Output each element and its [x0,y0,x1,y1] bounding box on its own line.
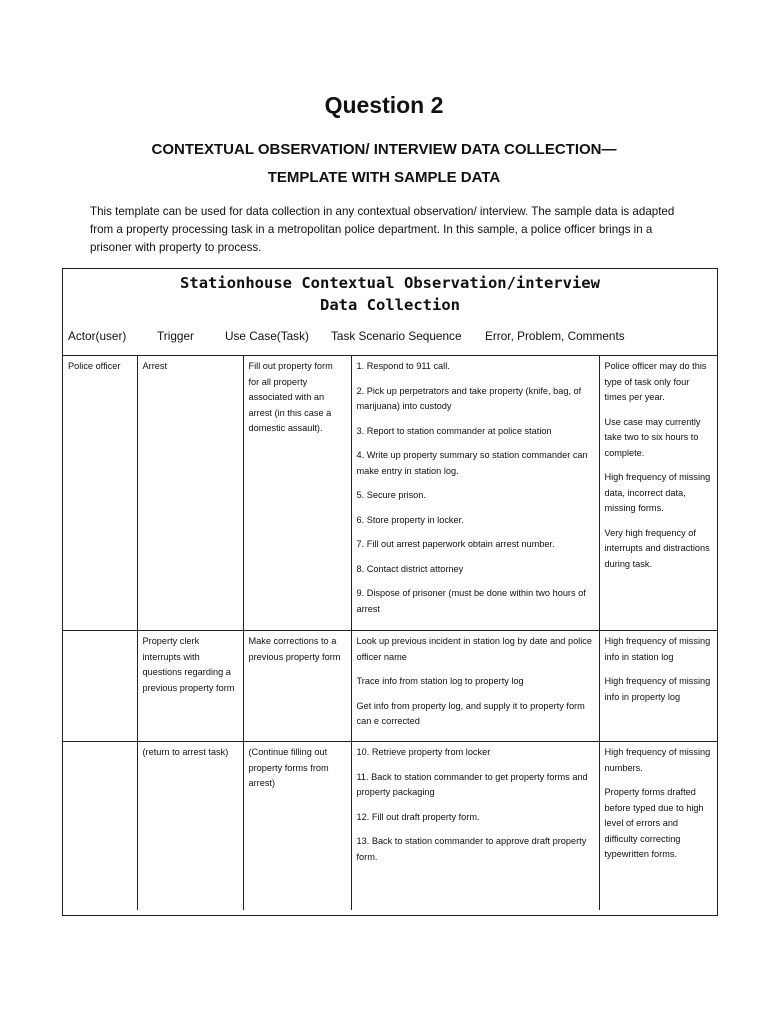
sequence-step: 8. Contact district attorney [356,563,464,574]
data-table-body [63,356,717,911]
comment-item: High frequency of missing data, incorrect data, missing forms. [604,472,711,513]
sequence-step: 3. Report to station commander at police station [356,425,552,436]
sequence-step: 2. Pick up perpetrators and take property (knife, bag, of marijuana) into custody [356,385,582,411]
sequence-step: 1. Respond to 911 call. [356,361,450,371]
comments-cell [599,631,717,742]
data-table [63,355,717,910]
sequence-cell [351,356,599,631]
trigger-cell: Property clerk interrupts with questions regarding a previous property form [137,631,243,742]
sequence-step: Trace info from station log to property log [356,676,524,686]
comment-item: Police officer may do this type of task only four times per year. [604,361,707,402]
column-header-trigger: Trigger [157,329,194,343]
sequence-step: 4. Write up property summary so station commander can make entry in station log. [356,450,588,476]
trigger-cell: (return to arrest task) [137,742,243,911]
form-title [63,272,717,316]
table-row [63,631,717,742]
page-title: Question 2 [324,92,444,118]
sequence-step: 13. Back to station commander to approve draft property form. [356,836,587,862]
form-title-line1: Stationhouse Contextual Observation/interview [180,274,600,292]
sequence-cell [351,742,599,911]
column-header-comments: Error, Problem, Comments [485,329,625,343]
column-header-sequence: Task Scenario Sequence [331,329,462,343]
actor-cell: Police officer [63,356,137,631]
sequence-step: 11. Back to station commander to get property forms and property packaging [356,771,588,797]
intro-paragraph: This template can be used for data collection in any contextual observation/ interview. The sample data is adapted from a property processing task in a metropolitan police department. In this sample, a police officer brings in a prisoner with property to process. [90,205,675,254]
section-heading-line1: CONTEXTUAL OBSERVATION/ INTERVIEW DATA COLLECTION— [151,141,617,158]
use-case-cell: (Continue filling out property forms from arrest) [243,742,351,911]
section-heading-line2: TEMPLATE WITH SAMPLE DATA [267,169,501,186]
form-title-line2: Data Collection [320,296,460,314]
column-header-use-case: Use Case(Task) [225,329,309,343]
actor-cell [63,742,137,911]
sequence-step: 9. Dispose of prisoner (must be done within two hours of arrest [356,588,586,614]
sequence-cell [351,631,599,742]
sequence-step: Get info from property log, and supply it to property form can e corrected [356,700,585,726]
sequence-step: 5. Secure prison. [356,490,426,500]
comment-item: Very high frequency of interrupts and distractions during task. [604,527,710,569]
comment-item: Property forms drafted before typed due to high level of errors and difficulty correcting typewritten forms. [604,787,704,859]
sequence-step: 10. Retrieve property from locker [356,747,491,757]
sequence-step: 6. Store property in locker. [356,514,464,525]
actor-cell [63,631,137,742]
comments-cell [599,356,717,631]
sequence-step: 7. Fill out arrest paperwork obtain arrest number. [356,539,555,549]
trigger-cell: Arrest [137,356,243,631]
comment-item: High frequency of missing numbers. [604,747,711,773]
sequence-step: 12. Fill out draft property form. [356,811,480,822]
column-header-actor: Actor(user) [68,329,127,343]
use-case-cell: Fill out property form for all property associated with an arrest (in this case a domestic assault). [243,356,351,631]
comment-item: High frequency of missing info in property log [604,676,711,702]
comment-item: High frequency of missing info in station log [604,636,711,662]
table-row [63,742,717,911]
comment-item: Use case may currently take two to six hours to complete. [604,416,701,458]
use-case-cell: Make corrections to a previous property form [243,631,351,742]
table-row [63,356,717,631]
sequence-step: Look up previous incident in station log by date and police officer name [356,636,592,662]
data-collection-form [62,268,718,916]
comments-cell [599,742,717,911]
